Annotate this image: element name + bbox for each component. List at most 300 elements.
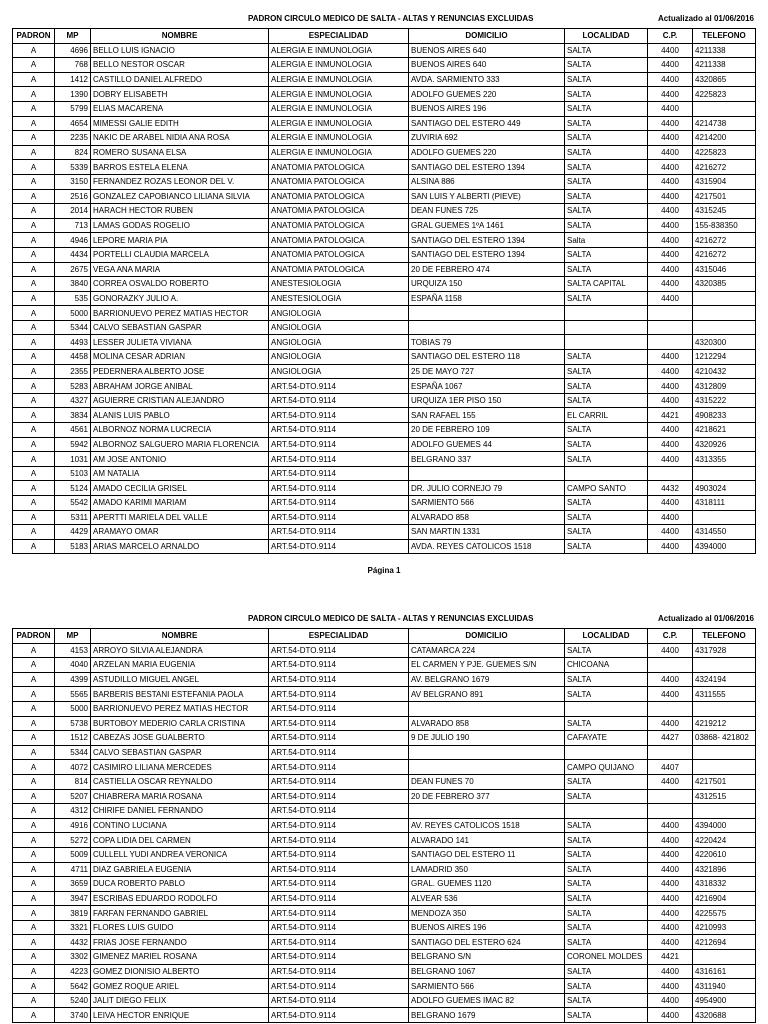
table-row: [13, 716, 756, 731]
document-page-2: [0, 600, 768, 1020]
cell-cp: 4400: [648, 160, 693, 175]
cell-domicilio: BELGRANO S/N: [409, 950, 565, 965]
table-row: [13, 847, 756, 862]
cell-nombre: GONORAZKY JULIO A.: [91, 291, 269, 306]
cell-domicilio: URQUIZA 150: [409, 277, 565, 292]
table-row: [13, 160, 756, 175]
cell-telefono: 4320385: [693, 277, 756, 292]
cell-localidad: SALTA: [565, 204, 648, 219]
cell-domicilio: SARMIENTO 566: [409, 979, 565, 994]
cell-domicilio: DR. JULIO CORNEJO 79: [409, 481, 565, 496]
cell-nombre: BARRIONUEVO PEREZ MATIAS HECTOR: [91, 306, 269, 321]
cell-telefono: 4315046: [693, 262, 756, 277]
cell-especialidad: ART.54-DTO.9114: [269, 804, 409, 819]
table-row: [13, 437, 756, 452]
cell-domicilio: [409, 760, 565, 775]
cell-mp: 5344: [55, 745, 91, 760]
cell-domicilio: GRAL. GUEMES 1120: [409, 877, 565, 892]
document-title: PADRON CIRCULO MEDICO DE SALTA - ALTAS Y RENUNCIAS EXCLUIDAS: [248, 614, 534, 623]
column-header-mp: MP: [55, 629, 91, 644]
cell-padron: A: [13, 833, 55, 848]
cell-cp: 4421: [648, 408, 693, 423]
cell-cp: 4400: [648, 539, 693, 554]
cell-nombre: AMADO KARIMI MARIAM: [91, 496, 269, 511]
cell-telefono: [693, 306, 756, 321]
column-header-telefono: TELEFONO: [693, 629, 756, 644]
cell-mp: 4493: [55, 335, 91, 350]
cell-telefono: [693, 658, 756, 673]
cell-especialidad: ALERGIA E INMUNOLOGIA: [269, 101, 409, 116]
cell-mp: 4458: [55, 350, 91, 365]
cell-nombre: CHIABRERA MARIA ROSANA: [91, 789, 269, 804]
cell-domicilio: [409, 306, 565, 321]
cell-telefono: 4324194: [693, 672, 756, 687]
table-row: [13, 804, 756, 819]
members-table: [12, 628, 756, 1023]
cell-telefono: [693, 320, 756, 335]
cell-telefono: 4315245: [693, 204, 756, 219]
cell-localidad: SALTA: [565, 539, 648, 554]
cell-especialidad: ART.54-DTO.9114: [269, 979, 409, 994]
cell-localidad: SALTA: [565, 891, 648, 906]
cell-padron: A: [13, 320, 55, 335]
cell-mp: 5642: [55, 979, 91, 994]
cell-cp: 4400: [648, 350, 693, 365]
cell-especialidad: ANGIOLOGIA: [269, 320, 409, 335]
cell-domicilio: DEAN FUNES 725: [409, 204, 565, 219]
cell-cp: 4427: [648, 731, 693, 746]
cell-telefono: 4314550: [693, 525, 756, 540]
table-row: [13, 247, 756, 262]
cell-nombre: ALANIS LUIS PABLO: [91, 408, 269, 423]
cell-localidad: SALTA: [565, 145, 648, 160]
cell-cp: 4400: [648, 189, 693, 204]
cell-domicilio: SANTIAGO DEL ESTERO 1394: [409, 233, 565, 248]
cell-especialidad: ART.54-DTO.9114: [269, 452, 409, 467]
cell-nombre: ARZELAN MARIA EUGENIA: [91, 658, 269, 673]
cell-domicilio: 20 DE FEBRERO 109: [409, 423, 565, 438]
cell-nombre: DOBRY ELISABETH: [91, 87, 269, 102]
cell-cp: [648, 466, 693, 481]
table-row: [13, 643, 756, 658]
cell-domicilio: ESPAÑA 1158: [409, 291, 565, 306]
cell-domicilio: SAN RAFAEL 155: [409, 408, 565, 423]
cell-telefono: [693, 950, 756, 965]
cell-telefono: 4320865: [693, 72, 756, 87]
cell-padron: A: [13, 350, 55, 365]
cell-nombre: GONZALEZ CAPOBIANCO LILIANA SILVIA: [91, 189, 269, 204]
cell-mp: 4312: [55, 804, 91, 819]
table-row: [13, 862, 756, 877]
cell-localidad: CORONEL MOLDES: [565, 950, 648, 965]
cell-nombre: CULLELL YUDI ANDREA VERONICA: [91, 847, 269, 862]
table-row: [13, 701, 756, 716]
cell-especialidad: ALERGIA E INMUNOLOGIA: [269, 116, 409, 131]
cell-domicilio: 20 DE FEBRERO 474: [409, 262, 565, 277]
cell-especialidad: ART.54-DTO.9114: [269, 643, 409, 658]
cell-padron: A: [13, 72, 55, 87]
cell-localidad: SALTA: [565, 247, 648, 262]
updated-date: Actualizado al 01/06/2016: [657, 14, 754, 23]
cell-padron: A: [13, 379, 55, 394]
cell-especialidad: ART.54-DTO.9114: [269, 891, 409, 906]
cell-cp: 4400: [648, 643, 693, 658]
cell-localidad: SALTA: [565, 379, 648, 394]
cell-padron: A: [13, 116, 55, 131]
cell-localidad: SALTA: [565, 393, 648, 408]
cell-domicilio: AVDA. SARMIENTO 333: [409, 72, 565, 87]
cell-localidad: CAMPO QUIJANO: [565, 760, 648, 775]
cell-padron: A: [13, 525, 55, 540]
cell-telefono: 4216272: [693, 233, 756, 248]
cell-domicilio: ALVARADO 858: [409, 716, 565, 731]
cell-especialidad: ANATOMIA PATOLOGICA: [269, 218, 409, 233]
cell-padron: A: [13, 731, 55, 746]
cell-cp: 4400: [648, 935, 693, 950]
cell-localidad: SALTA: [565, 877, 648, 892]
cell-especialidad: ART.54-DTO.9114: [269, 993, 409, 1008]
cell-especialidad: ANATOMIA PATOLOGICA: [269, 247, 409, 262]
table-row: [13, 58, 756, 73]
cell-especialidad: ALERGIA E INMUNOLOGIA: [269, 43, 409, 58]
cell-especialidad: ANATOMIA PATOLOGICA: [269, 262, 409, 277]
cell-localidad: SALTA: [565, 906, 648, 921]
cell-padron: A: [13, 745, 55, 760]
cell-telefono: [693, 745, 756, 760]
table-row: [13, 687, 756, 702]
cell-telefono: 4320300: [693, 335, 756, 350]
cell-nombre: FERNANDEZ ROZAS LEONOR DEL V.: [91, 174, 269, 189]
cell-domicilio: BUENOS AIRES 196: [409, 920, 565, 935]
cell-cp: [648, 335, 693, 350]
cell-cp: 4400: [648, 437, 693, 452]
cell-localidad: SALTA: [565, 935, 648, 950]
cell-telefono: 4217501: [693, 774, 756, 789]
cell-mp: 5000: [55, 306, 91, 321]
cell-especialidad: ART.54-DTO.9114: [269, 716, 409, 731]
cell-mp: 4223: [55, 964, 91, 979]
cell-domicilio: 9 DE JULIO 190: [409, 731, 565, 746]
cell-telefono: 4315222: [693, 393, 756, 408]
table-row: [13, 833, 756, 848]
table-row: [13, 774, 756, 789]
cell-mp: 4432: [55, 935, 91, 950]
cell-especialidad: ART.54-DTO.9114: [269, 950, 409, 965]
page-header: [0, 600, 768, 628]
cell-mp: 5240: [55, 993, 91, 1008]
cell-especialidad: ART.54-DTO.9114: [269, 658, 409, 673]
cell-telefono: 4318111: [693, 496, 756, 511]
cell-telefono: 4320926: [693, 437, 756, 452]
cell-cp: 4400: [648, 833, 693, 848]
cell-especialidad: ART.54-DTO.9114: [269, 701, 409, 716]
cell-domicilio: [409, 701, 565, 716]
cell-especialidad: ART.54-DTO.9114: [269, 964, 409, 979]
cell-cp: 4400: [648, 145, 693, 160]
updated-date: Actualizado al 01/06/2016: [657, 614, 754, 623]
column-header-nombre: NOMBRE: [91, 629, 269, 644]
cell-mp: 535: [55, 291, 91, 306]
cell-telefono: 4219212: [693, 716, 756, 731]
cell-padron: A: [13, 87, 55, 102]
cell-especialidad: ART.54-DTO.9114: [269, 760, 409, 775]
table-row: [13, 379, 756, 394]
cell-localidad: SALTA: [565, 131, 648, 146]
cell-localidad: SALTA: [565, 920, 648, 935]
cell-mp: 1031: [55, 452, 91, 467]
cell-cp: [648, 306, 693, 321]
cell-domicilio: BELGRANO 337: [409, 452, 565, 467]
cell-padron: A: [13, 760, 55, 775]
cell-nombre: ESCRIBAS EDUARDO RODOLFO: [91, 891, 269, 906]
cell-padron: A: [13, 906, 55, 921]
cell-domicilio: ADOLFO GUEMES 220: [409, 145, 565, 160]
cell-nombre: CASIMIRO LILIANA MERCEDES: [91, 760, 269, 775]
cell-domicilio: [409, 745, 565, 760]
table-row: [13, 116, 756, 131]
cell-padron: A: [13, 101, 55, 116]
cell-localidad: SALTA: [565, 847, 648, 862]
cell-cp: 4400: [648, 906, 693, 921]
cell-domicilio: AV. REYES CATOLICOS 1518: [409, 818, 565, 833]
cell-especialidad: ART.54-DTO.9114: [269, 408, 409, 423]
cell-cp: 4400: [648, 1008, 693, 1023]
cell-padron: A: [13, 423, 55, 438]
cell-localidad: [565, 466, 648, 481]
cell-nombre: AMADO CECILIA GRISEL: [91, 481, 269, 496]
cell-mp: 4561: [55, 423, 91, 438]
cell-telefono: 4211338: [693, 58, 756, 73]
cell-nombre: ALBORNOZ NORMA LUCRECIA: [91, 423, 269, 438]
table-row: [13, 204, 756, 219]
cell-padron: A: [13, 847, 55, 862]
cell-mp: 713: [55, 218, 91, 233]
cell-especialidad: ANATOMIA PATOLOGICA: [269, 160, 409, 175]
cell-padron: A: [13, 145, 55, 160]
cell-mp: 4434: [55, 247, 91, 262]
cell-cp: 4400: [648, 525, 693, 540]
cell-nombre: JALIT DIEGO FELIX: [91, 993, 269, 1008]
column-header-cp: C.P.: [648, 629, 693, 644]
cell-nombre: FLORES LUIS GUIDO: [91, 920, 269, 935]
cell-padron: A: [13, 935, 55, 950]
cell-localidad: SALTA: [565, 818, 648, 833]
cell-nombre: LEIVA HECTOR ENRIQUE: [91, 1008, 269, 1023]
cell-cp: 4400: [648, 233, 693, 248]
cell-padron: A: [13, 891, 55, 906]
cell-domicilio: SANTIAGO DEL ESTERO 449: [409, 116, 565, 131]
cell-domicilio: ALVARADO 858: [409, 510, 565, 525]
cell-cp: 4400: [648, 277, 693, 292]
cell-nombre: AM JOSE ANTONIO: [91, 452, 269, 467]
table-row: [13, 72, 756, 87]
cell-especialidad: ART.54-DTO.9114: [269, 525, 409, 540]
cell-padron: A: [13, 993, 55, 1008]
cell-localidad: Salta: [565, 233, 648, 248]
cell-localidad: SALTA: [565, 101, 648, 116]
cell-especialidad: ANGIOLOGIA: [269, 364, 409, 379]
cell-telefono: 4311555: [693, 687, 756, 702]
cell-padron: A: [13, 218, 55, 233]
cell-telefono: 4315904: [693, 174, 756, 189]
cell-especialidad: ART.54-DTO.9114: [269, 510, 409, 525]
cell-domicilio: ESPAÑA 1067: [409, 379, 565, 394]
table-row: [13, 481, 756, 496]
cell-especialidad: ART.54-DTO.9114: [269, 496, 409, 511]
cell-localidad: SALTA: [565, 964, 648, 979]
cell-especialidad: ART.54-DTO.9114: [269, 818, 409, 833]
cell-cp: [648, 745, 693, 760]
cell-nombre: ARROYO SILVIA ALEJANDRA: [91, 643, 269, 658]
cell-telefono: 4225823: [693, 87, 756, 102]
cell-cp: 4400: [648, 58, 693, 73]
table-header-row: [13, 629, 756, 644]
cell-padron: A: [13, 466, 55, 481]
cell-nombre: GIMENEZ MARIEL ROSANA: [91, 950, 269, 965]
cell-cp: 4400: [648, 116, 693, 131]
cell-mp: 3819: [55, 906, 91, 921]
cell-especialidad: ALERGIA E INMUNOLOGIA: [269, 72, 409, 87]
cell-padron: A: [13, 291, 55, 306]
cell-especialidad: ART.54-DTO.9114: [269, 920, 409, 935]
cell-telefono: 4220424: [693, 833, 756, 848]
cell-padron: A: [13, 204, 55, 219]
cell-telefono: 4312515: [693, 789, 756, 804]
cell-telefono: 4313355: [693, 452, 756, 467]
cell-nombre: DUCA ROBERTO PABLO: [91, 877, 269, 892]
cell-localidad: SALTA: [565, 833, 648, 848]
cell-cp: [648, 789, 693, 804]
cell-telefono: 4218621: [693, 423, 756, 438]
cell-telefono: 4954900: [693, 993, 756, 1008]
cell-cp: 4400: [648, 262, 693, 277]
cell-mp: 5799: [55, 101, 91, 116]
cell-especialidad: ALERGIA E INMUNOLOGIA: [269, 145, 409, 160]
cell-domicilio: SANTIAGO DEL ESTERO 11: [409, 847, 565, 862]
cell-localidad: SALTA: [565, 993, 648, 1008]
cell-padron: A: [13, 233, 55, 248]
cell-localidad: [565, 745, 648, 760]
cell-nombre: CABEZAS JOSE GUALBERTO: [91, 731, 269, 746]
cell-localidad: SALTA: [565, 672, 648, 687]
cell-telefono: 4216904: [693, 891, 756, 906]
cell-localidad: SALTA: [565, 58, 648, 73]
cell-localidad: SALTA: [565, 716, 648, 731]
cell-padron: A: [13, 364, 55, 379]
table-row: [13, 423, 756, 438]
cell-telefono: [693, 291, 756, 306]
cell-mp: 4946: [55, 233, 91, 248]
cell-telefono: [693, 101, 756, 116]
cell-padron: A: [13, 950, 55, 965]
cell-localidad: SALTA CAPITAL: [565, 277, 648, 292]
cell-especialidad: ANESTESIOLOGIA: [269, 277, 409, 292]
cell-telefono: [693, 760, 756, 775]
cell-mp: 4429: [55, 525, 91, 540]
cell-nombre: BARROS ESTELA ELENA: [91, 160, 269, 175]
table-row: [13, 539, 756, 554]
cell-telefono: 4216272: [693, 247, 756, 262]
cell-cp: 4400: [648, 101, 693, 116]
cell-telefono: 4214200: [693, 131, 756, 146]
cell-domicilio: AV BELGRANO 891: [409, 687, 565, 702]
cell-localidad: SALTA: [565, 452, 648, 467]
cell-domicilio: BELGRANO 1067: [409, 964, 565, 979]
cell-nombre: FRIAS JOSE FERNANDO: [91, 935, 269, 950]
cell-padron: A: [13, 131, 55, 146]
cell-mp: 5272: [55, 833, 91, 848]
cell-domicilio: 25 DE MAYO 727: [409, 364, 565, 379]
cell-mp: 5207: [55, 789, 91, 804]
cell-localidad: [565, 320, 648, 335]
cell-especialidad: ART.54-DTO.9114: [269, 833, 409, 848]
cell-mp: 2235: [55, 131, 91, 146]
table-row: [13, 760, 756, 775]
cell-especialidad: ANATOMIA PATOLOGICA: [269, 233, 409, 248]
cell-padron: A: [13, 716, 55, 731]
cell-localidad: SALTA: [565, 116, 648, 131]
cell-nombre: MOLINA CESAR ADRIAN: [91, 350, 269, 365]
table-row: [13, 189, 756, 204]
cell-localidad: SALTA: [565, 43, 648, 58]
cell-padron: A: [13, 160, 55, 175]
cell-domicilio: DEAN FUNES 70: [409, 774, 565, 789]
cell-localidad: SALTA: [565, 262, 648, 277]
table-row: [13, 979, 756, 994]
cell-especialidad: ART.54-DTO.9114: [269, 481, 409, 496]
cell-nombre: PORTELLI CLAUDIA MARCELA: [91, 247, 269, 262]
cell-nombre: BARBERIS BESTANI ESTEFANIA PAOLA: [91, 687, 269, 702]
cell-nombre: GOMEZ ROQUE ARIEL: [91, 979, 269, 994]
cell-telefono: 4394000: [693, 539, 756, 554]
cell-nombre: CALVO SEBASTIAN GASPAR: [91, 745, 269, 760]
cell-telefono: 4220610: [693, 847, 756, 862]
column-header-telefono: TELEFONO: [693, 29, 756, 44]
table-row: [13, 320, 756, 335]
cell-mp: 4696: [55, 43, 91, 58]
cell-nombre: ELIAS MACARENA: [91, 101, 269, 116]
document-title: PADRON CIRCULO MEDICO DE SALTA - ALTAS Y RENUNCIAS EXCLUIDAS: [248, 14, 534, 23]
column-header-padron: PADRON: [13, 629, 55, 644]
cell-localidad: SALTA: [565, 496, 648, 511]
cell-nombre: GOMEZ DIONISIO ALBERTO: [91, 964, 269, 979]
cell-nombre: LAMAS GODAS ROGELIO: [91, 218, 269, 233]
cell-cp: 4400: [648, 379, 693, 394]
cell-especialidad: ALERGIA E INMUNOLOGIA: [269, 87, 409, 102]
cell-nombre: NAKIC DE ARABEL NIDIA ANA ROSA: [91, 131, 269, 146]
cell-localidad: SALTA: [565, 291, 648, 306]
cell-padron: A: [13, 247, 55, 262]
cell-nombre: BARRIONUEVO PEREZ MATIAS HECTOR: [91, 701, 269, 716]
cell-nombre: CALVO SEBASTIAN GASPAR: [91, 320, 269, 335]
table-row: [13, 452, 756, 467]
cell-cp: 4400: [648, 204, 693, 219]
cell-especialidad: ART.54-DTO.9114: [269, 423, 409, 438]
cell-padron: A: [13, 408, 55, 423]
cell-telefono: [693, 804, 756, 819]
cell-localidad: SALTA: [565, 687, 648, 702]
table-row: [13, 877, 756, 892]
cell-mp: 5339: [55, 160, 91, 175]
table-row: [13, 218, 756, 233]
cell-especialidad: ART.54-DTO.9114: [269, 731, 409, 746]
cell-domicilio: ADOLFO GUEMES 44: [409, 437, 565, 452]
cell-padron: A: [13, 306, 55, 321]
cell-mp: 5311: [55, 510, 91, 525]
cell-mp: 5942: [55, 437, 91, 452]
cell-domicilio: ALVARADO 141: [409, 833, 565, 848]
cell-especialidad: ART.54-DTO.9114: [269, 437, 409, 452]
